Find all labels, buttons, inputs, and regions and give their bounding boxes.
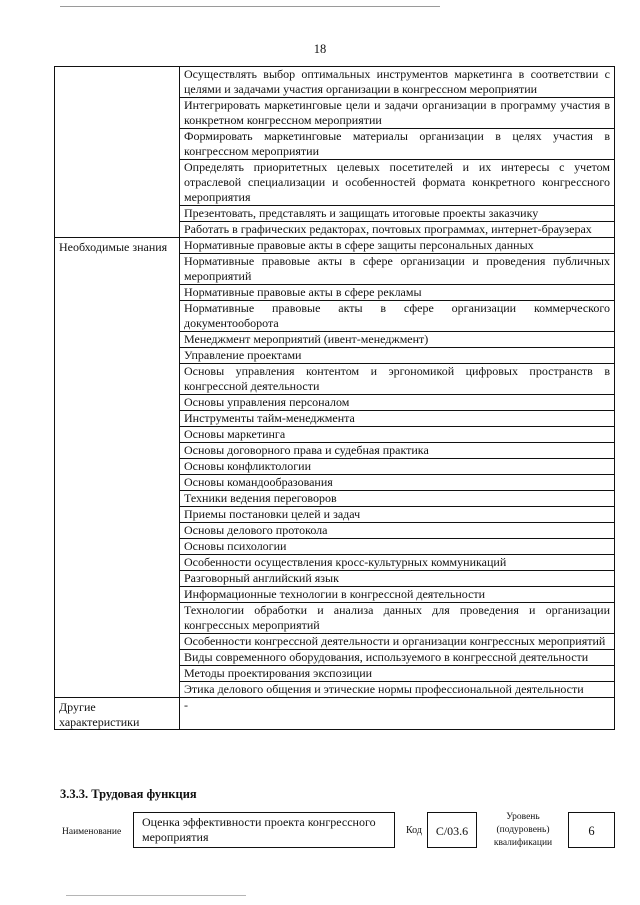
code-value-box: C/03.6 [427,812,477,848]
knowledge-item: Основы управления контентом и эргономикой цифровых пространств в конгрессной деятельности [180,364,614,395]
qualification-level-box: 6 [568,812,615,848]
scan-edge-line-bottom [66,895,246,896]
page-number: 18 [313,42,327,56]
skills-label [55,67,179,69]
skill-item: Определять приоритетных целевых посетителей и их интересы с учетом отраслевой специализации и особенностей формата конкретного конгрессного мероприятия [180,160,614,206]
skill-item: Презентовать, представлять и защищать итоговые проекты заказчику [180,206,614,222]
knowledge-item: Методы проектирования экспозиции [180,666,614,682]
skill-item: Интегрировать маркетинговые цели и задачи организации в программу участия в конкретном конгрессном мероприятии [180,98,614,129]
skills-items-cell [180,67,615,238]
skills-list [180,67,614,237]
knowledge-item: Этика делового общения и этические нормы профессиональной деятельности [184,682,584,696]
knowledge-item: Нормативные правовые акты в сфере рекламы [180,285,614,301]
knowledge-list [180,238,614,697]
knowledge-item: Основы командообразования [180,475,614,491]
knowledge-item: Нормативные правовые акты в сфере защиты персональных данных [180,238,614,254]
knowledge-item: Техники ведения переговоров [180,491,614,507]
knowledge-items-cell [180,238,615,698]
knowledge-row [55,238,615,698]
knowledge-item: Основы договорного права и судебная практика [180,443,614,459]
knowledge-item: Основы маркетинга [180,427,614,443]
knowledge-item: Информационные технологии в конгрессной деятельности [180,587,614,603]
qualification-level-label: Уровень (подуровень) квалификации [493,812,553,848]
other-value: - [184,698,188,712]
skill-item: Формировать маркетинговые материалы организации в целях участия в конгрессном мероприятии [180,129,614,160]
knowledge-label: Необходимые знания [59,240,168,254]
other-value-cell [180,698,615,730]
skill-item: Осуществлять выбор оптимальных инструментов маркетинга в соответствии с целями и задачами участия организации в конгрессном мероприятии [180,67,614,98]
skill-item: Работать в графических редакторах, почтовых программах, интернет-браузерах [184,222,592,236]
knowledge-item: Нормативные правовые акты в сфере организации и проведения публичных мероприятий [180,254,614,285]
knowledge-item: Основы управления персоналом [180,395,614,411]
knowledge-item: Основы делового протокола [180,523,614,539]
knowledge-item: Разговорный английский язык [180,571,614,587]
code-label: Код [406,825,422,836]
knowledge-item: Инструменты тайм-менеджмента [180,411,614,427]
other-row [55,698,615,730]
knowledge-item: Менеджмент мероприятий (ивент-менеджмент) [180,332,614,348]
requirements-table [54,66,615,730]
labor-function-title: 3.3.3. Трудовая функция [60,787,197,801]
knowledge-item: Управление проектами [180,348,614,364]
name-label: Наименование [62,827,122,837]
other-label-cell [55,698,180,730]
knowledge-item: Основы конфликтологии [180,459,614,475]
knowledge-item: Особенности осуществления кросс-культурных коммуникаций [180,555,614,571]
knowledge-item: Нормативные правовые акты в сфере организации коммерческого документооборота [180,301,614,332]
knowledge-item: Особенности конгрессной деятельности и организации конгрессных мероприятий [180,634,614,650]
knowledge-item: Основы психологии [180,539,614,555]
other-label: Другие характеристики [59,700,140,729]
name-value-box: Оценка эффективности проекта конгрессного мероприятия [133,812,395,848]
skills-label-cell [55,67,180,238]
knowledge-item: Виды современного оборудования, используемого в конгрессной деятельности [180,650,614,666]
scan-edge-line [60,6,440,7]
knowledge-item: Технологии обработки и анализа данных для проведения и организации конгрессных мероприятий [180,603,614,634]
knowledge-item: Приемы постановки целей и задач [180,507,614,523]
skills-row [55,67,615,238]
knowledge-label-cell [55,238,180,698]
